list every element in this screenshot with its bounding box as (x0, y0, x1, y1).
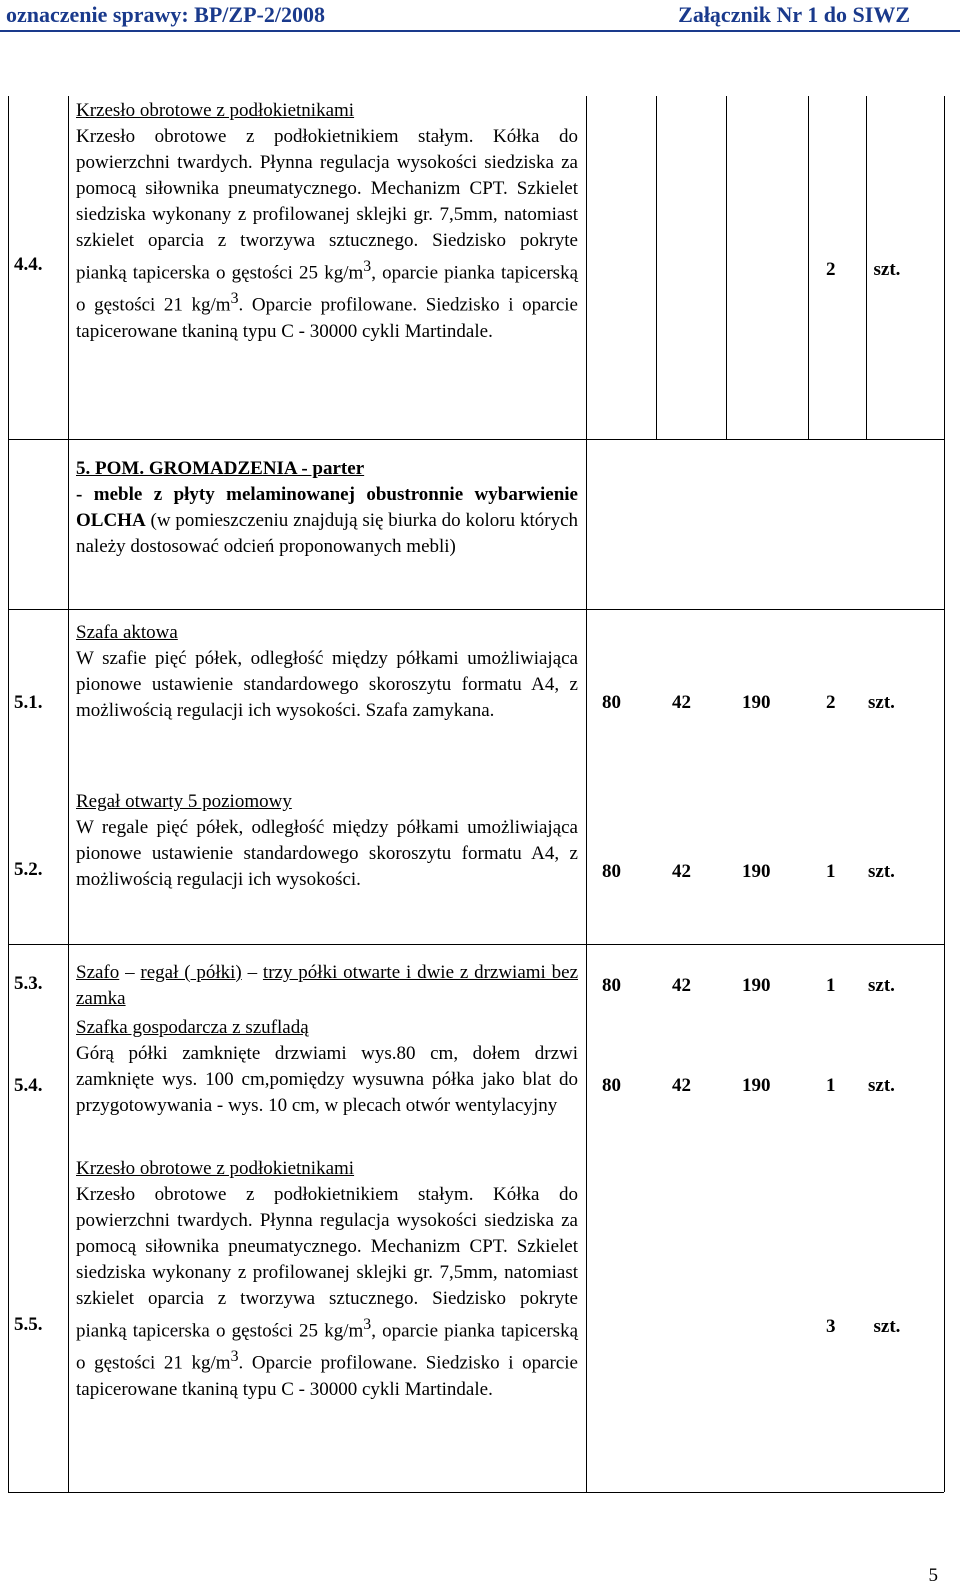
item-title: Szafa aktowa (76, 622, 178, 643)
unit-value: szt. (868, 861, 895, 882)
item-spec: Krzesło obrotowe z podłokietnikiem stałym. Kółka do powierzchni twardych. Płynna regulacja wysokości siedziska za pomocą siłownika pneumatycznego. Mechanizm CPT. Szkielet siedziska wykonany z profilowanej sklejki gr. 7,5mm, natomiast szkielet oparcia z tworzywa sztucznego. Siedzisko pokryte pianką tapicerska o gęstości 25 $kg/m^3$, oparcie pianka tapicerską o gęstości 21 $kg/m^3$. Oparcie profilowane. Siedzisko i oparcie tapicerowane tkaniną typu C - 30000 cykli Martindale. (76, 1184, 578, 1400)
row-divider (8, 609, 944, 610)
dimensions-quantity (602, 1073, 895, 1099)
depth-value: 42 (672, 975, 691, 996)
qty-value: 1 (826, 1075, 836, 1096)
item-spec: Krzesło obrotowe z podłokietnikiem stałym. Kółka do powierzchni twardych. Płynna regulacja wysokości siedziska za pomocą siłownika pneumatycznego. Mechanizm CPT. Szkielet siedziska wykonany z profilowanej sklejki gr. 7,5mm, natomiast szkielet oparcia z tworzywa sztucznego. Siedzisko pokryte pianką tapicerska o gęstości 25 $kg/m^3$, oparcie pianka tapicerską o gęstości 21 $kg/m^3$. Oparcie profilowane. Siedzisko i oparcie tapicerowane tkaniną typu C - 30000 cykli Martindale. (76, 126, 578, 342)
row-divider (8, 944, 944, 945)
item-title: Regał otwarty 5 poziomowy (76, 791, 292, 812)
height-value: 190 (742, 861, 771, 882)
table-divider-3 (656, 96, 657, 439)
table-border-bottom (8, 1492, 944, 1493)
depth-value: 42 (672, 692, 691, 713)
header-rule (0, 30, 960, 32)
item-spec: Górą półki zamknięte drzwiami wys.80 cm, dołem drzwi zamknięte wys. 100 cm,pomiędzy wysuwna półka jako blat do przygotowywania - wys. 10 cm, w plecach otwór wentylacyjny (76, 1043, 578, 1116)
row-description (76, 620, 578, 724)
height-value: 190 (742, 692, 771, 713)
row-description (76, 1156, 578, 1403)
width-value: 80 (602, 1075, 621, 1096)
row-number: 4.4. (14, 254, 43, 275)
height-value: 190 (742, 975, 771, 996)
height-value: 190 (742, 1075, 771, 1096)
row-description (76, 98, 578, 345)
item-title: Krzesło obrotowe z podłokietnikami (76, 100, 355, 121)
row-number: 5.3. (14, 973, 43, 994)
qty-value: 1 (826, 861, 836, 882)
table-border-left (8, 96, 9, 1492)
depth-value: 42 (672, 861, 691, 882)
row-number: 5.2. (14, 859, 43, 880)
dimensions-quantity (602, 859, 895, 885)
unit-value: szt. (868, 692, 895, 713)
row-description (76, 1015, 578, 1119)
item-spec: W szafie pięć półek, odległość między półkami umożliwiająca pionowe ustawienie standardowego skoroszytu formatu A4, z możliwością regulacji ich wysokości. Szafa zamykana. (76, 648, 578, 721)
width-value: 80 (602, 692, 621, 713)
qty-value: 1 (826, 975, 836, 996)
item-title: Krzesło obrotowe z podłokietnikami (76, 1158, 355, 1179)
row-number: 5.4. (14, 1075, 43, 1096)
item-title: Szafo – regał ( półki) – trzy półki otwarte i dwie z drzwiami bez zamka (76, 962, 579, 1009)
unit-value: szt. (868, 975, 895, 996)
qty-value: 2 (826, 692, 836, 713)
row-divider (8, 439, 944, 440)
table-divider-5 (808, 96, 809, 439)
row-description (76, 789, 578, 893)
width-value: 80 (602, 975, 621, 996)
item-title: Szafka gospodarcza z szufladą (76, 1017, 309, 1038)
section-body: - meble z płyty melaminowanej obustronnie wybarwienie OLCHA (w pomieszczeniu znajdują się biurka do koloru których należy dostosować odcień proponowanych mebli) (76, 484, 578, 557)
section-title: 5. POM. GROMADZENIA - parter (76, 458, 365, 479)
attachment-label: Załącznik Nr 1 do SIWZ (678, 2, 910, 27)
section-description (76, 456, 578, 560)
unit-value: szt. (868, 1075, 895, 1096)
dimensions-quantity (602, 973, 895, 999)
quantity: 3 szt. (826, 1316, 901, 1337)
quantity: 2 szt. (826, 259, 901, 280)
width-value: 80 (602, 861, 621, 882)
item-spec: W regale pięć półek, odległość między półkami umożliwiająca pionowe ustawienie standardowego skoroszytu formatu A4, z możliwością regulacji ich wysokości. (76, 817, 578, 890)
depth-value: 42 (672, 1075, 691, 1096)
table-divider-2 (586, 96, 587, 1492)
page-number: 5 (928, 1565, 938, 1586)
table-border-right (944, 96, 945, 1492)
table-divider-1 (68, 96, 69, 1492)
row-number: 5.5. (14, 1314, 43, 1335)
case-reference: oznaczenie sprawy: BP/ZP-2/2008 (6, 2, 325, 27)
dimensions-quantity (602, 690, 895, 716)
row-description (76, 960, 578, 1012)
table-divider-4 (726, 96, 727, 439)
row-number: 5.1. (14, 692, 43, 713)
